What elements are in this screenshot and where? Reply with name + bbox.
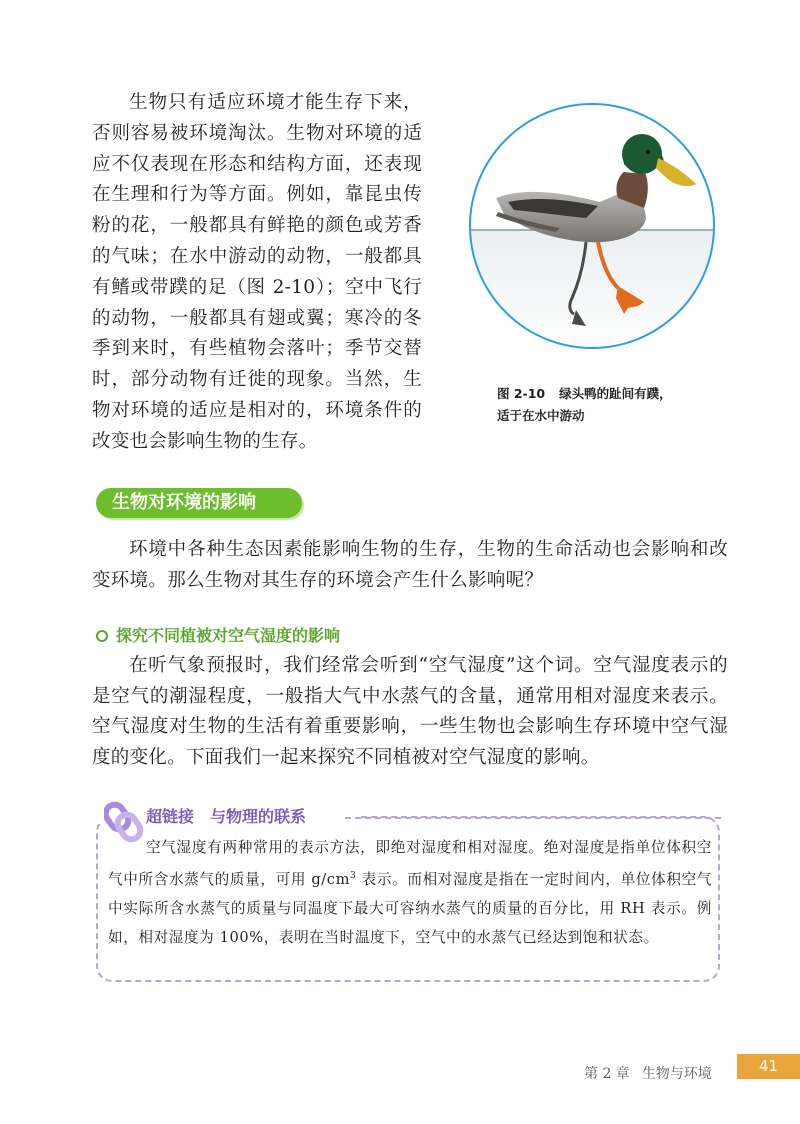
footer-chapter-title: 生物与环境 xyxy=(641,1066,712,1082)
hyperlink-text xyxy=(108,833,712,952)
inquiry-subheading xyxy=(96,624,340,648)
page-footer xyxy=(584,1064,712,1084)
inquiry-subheading-text: 探究不同植被对空气湿度的影响 xyxy=(116,626,341,645)
duck-figure xyxy=(468,102,716,350)
hyperlink-text-part2: 表示。而相对湿度是指在一定时间内，单位体积空气中实际所含水蒸气的质量与同温度下最大可容纳水蒸气的质量的百分比，用 RH 表示。例如，相对湿度为 100%，表明在当时温度下，空气中的水蒸气已经达到饱和状态。 xyxy=(108,870,712,946)
hyperlink-text-superscript: 3 xyxy=(350,871,357,881)
figure-caption-line2: 适于在水中游动 xyxy=(497,408,585,423)
hyperlink-text-part1: 空气湿度有两种常用的表示方法，即绝对湿度和相对湿度。绝对湿度是指单位体积空气中所含水蒸气的质量，可用 g/cm xyxy=(108,839,712,888)
circle-bullet-icon xyxy=(96,630,108,642)
section-paragraph-2: 在听气象预报时，我们经常会听到“空气湿度”这个词。空气湿度表示的是空气的潮湿程度，一般指大气中水蒸气的含量，通常用相对湿度来表示。空气湿度对生物的生活有着重要影响，一些生物也会影响生存环境中空气湿度的变化。下面我们一起来探究不同植被对空气湿度的影响。 xyxy=(92,655,728,768)
hyperlink-label: 超链接 xyxy=(146,807,195,826)
footer-chapter: 第 2 章 xyxy=(584,1066,630,1082)
section-title: 生物对环境的影响 xyxy=(96,488,302,518)
figure-caption-line1: 绿头鸭的趾间有蹼， xyxy=(559,386,672,401)
figure-number: 图 2-10 xyxy=(497,386,546,401)
section-paragraph-1: 环境中各种生态因素能影响生物的生存，生物的生命活动也会影响和改变环境。那么生物对其生存的环境会产生什么影响呢？ xyxy=(92,539,728,591)
hyperlink-header xyxy=(146,805,306,829)
mallard-duck-image xyxy=(468,102,716,350)
hyperlink-topic: 与物理的联系 xyxy=(210,807,307,826)
page-number: 41 xyxy=(737,1054,800,1079)
hyperlink-header-divider xyxy=(345,817,721,819)
figure-caption xyxy=(497,383,737,427)
intro-paragraph: 生物只有适应环境才能生存下来，否则容易被环境淘汰。生物对环境的适应不仅表现在形态和结构方面，还表现在生理和行为等方面。例如，靠昆虫传粉的花，一般都具有鲜艳的颜色或芳香的气味；在水中游动的动物，一般都具有鳍或带蹼的足（图 2-10）；空中飞行的动物，一般都具有翅或翼；寒冷的冬季到来时，有些植物会落叶；季节交替时，部分动物有迁徙的现象。当然，生物对环境的适应是相对的，环境条件的改变也会影响生物的生存。 xyxy=(92,92,422,452)
